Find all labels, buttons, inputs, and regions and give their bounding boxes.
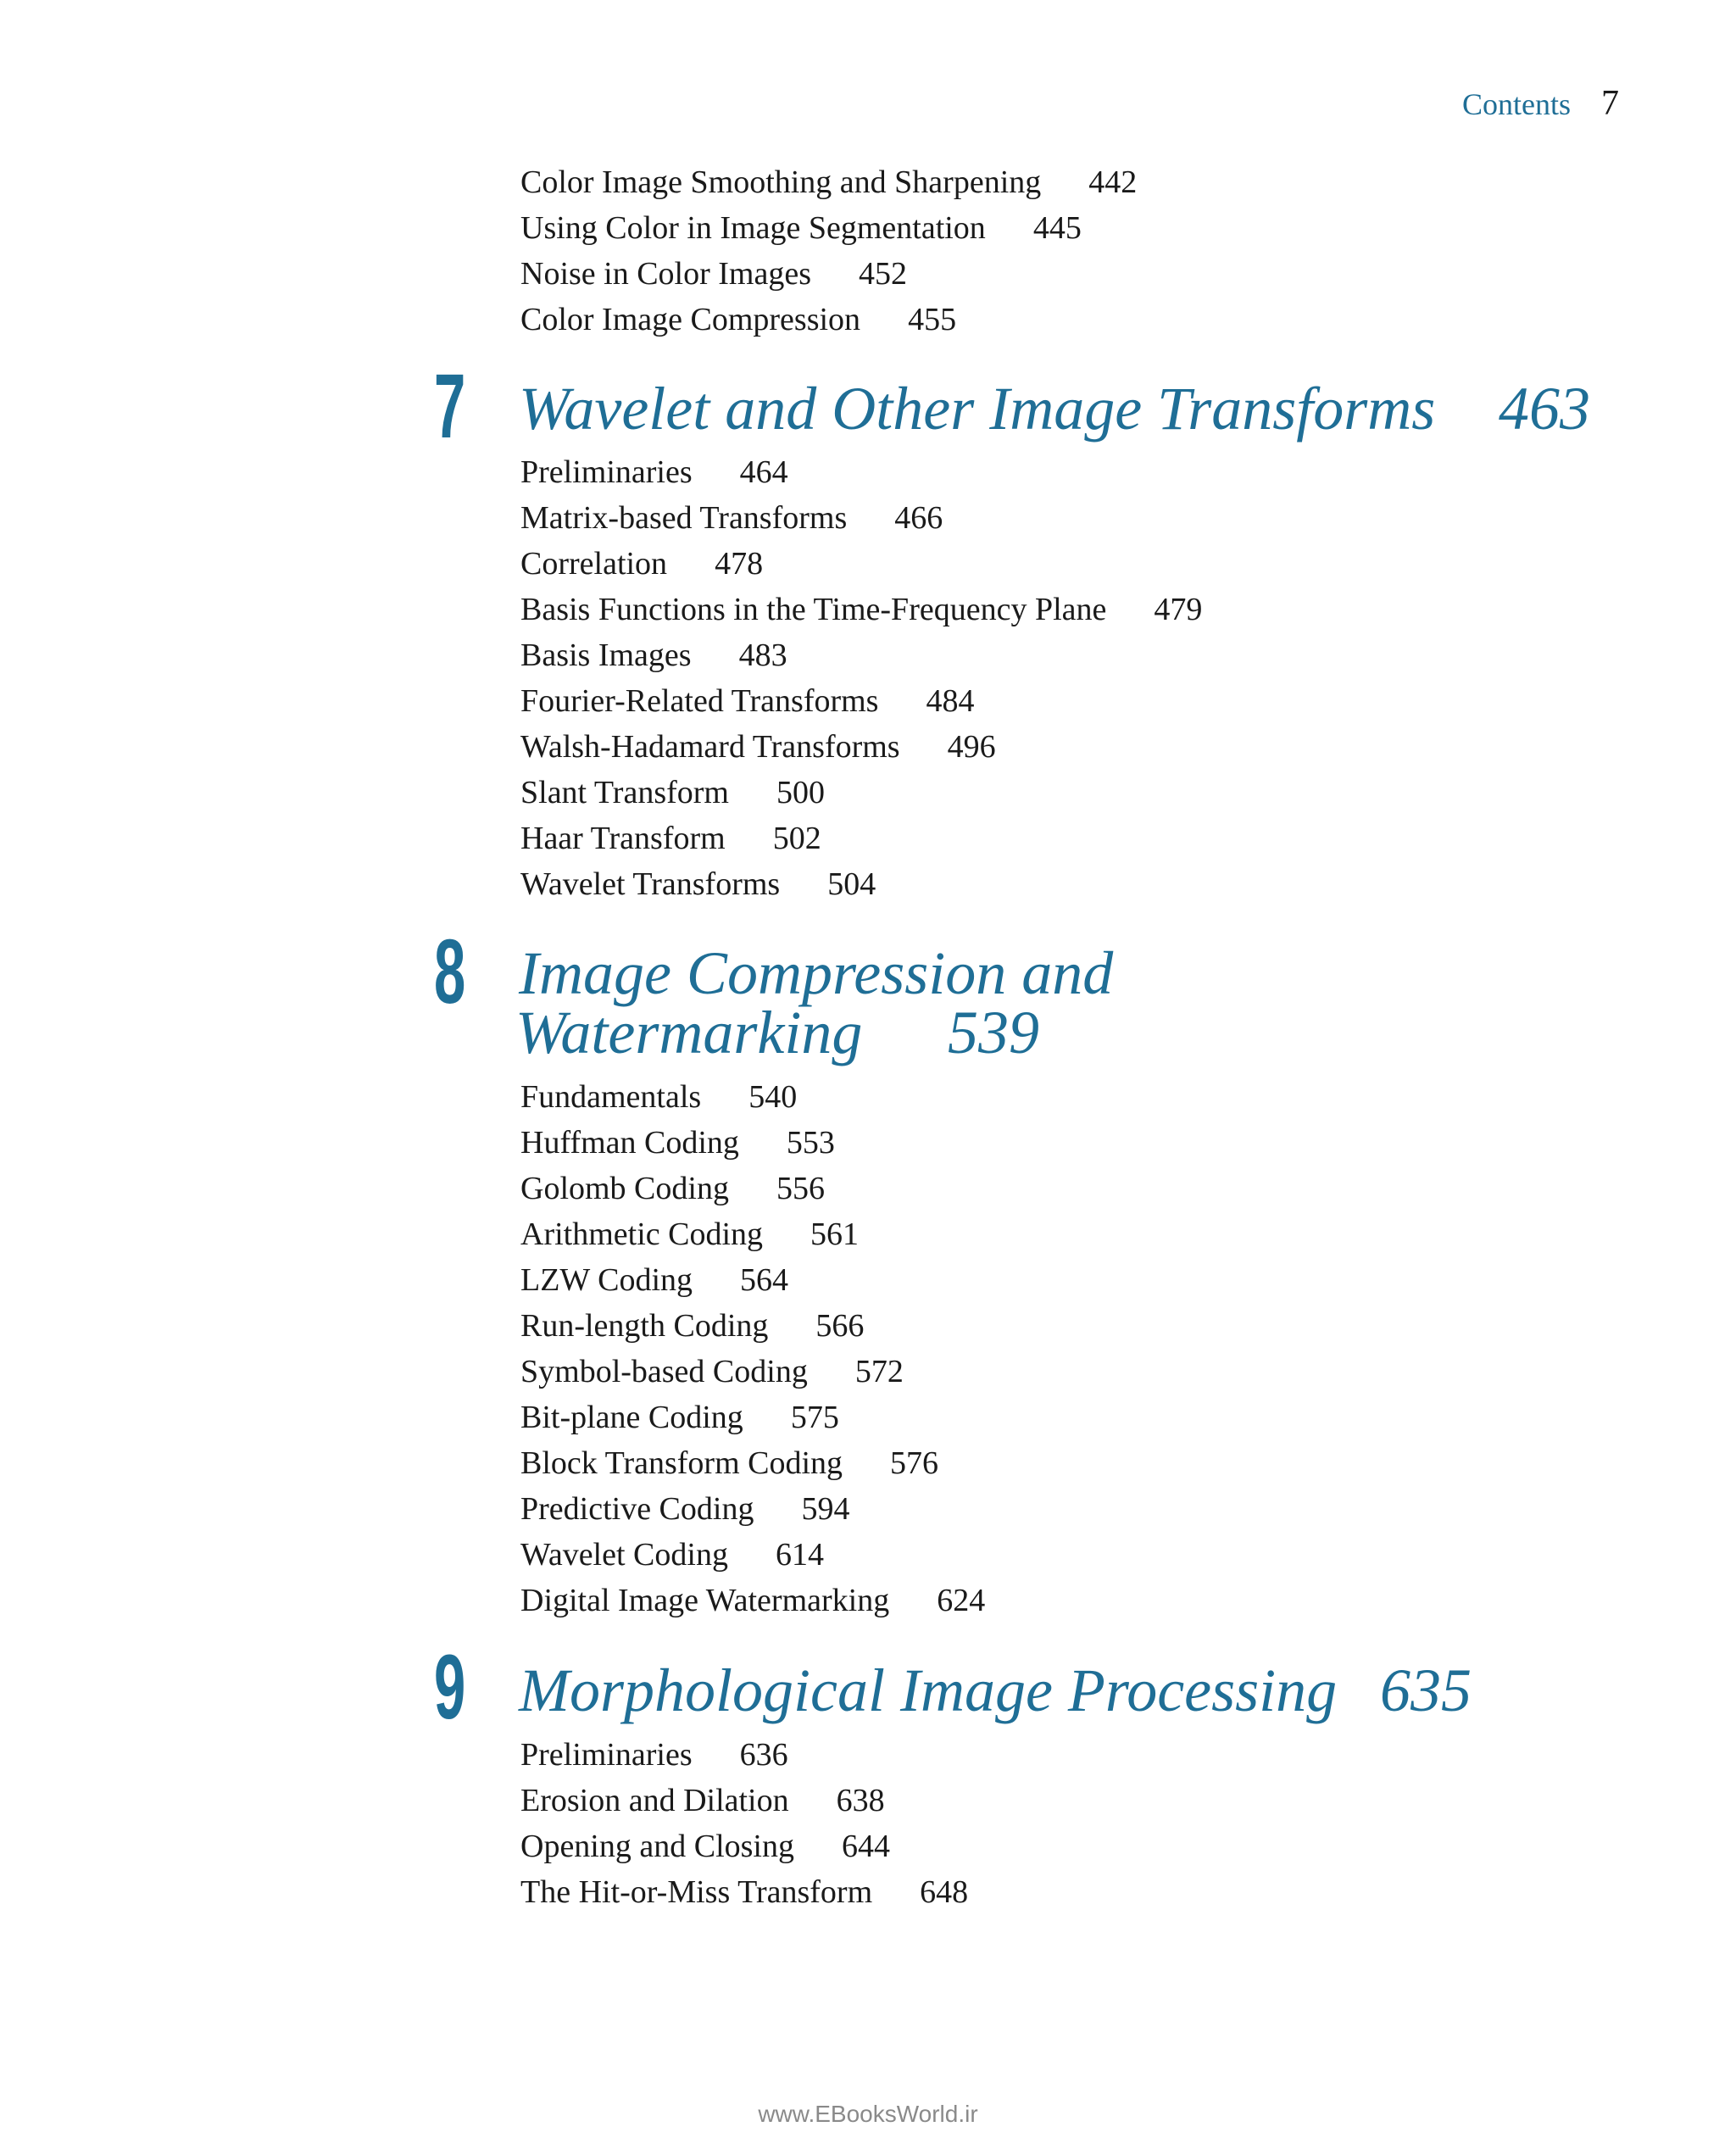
entry-title: Color Image Smoothing and Sharpening	[520, 164, 1042, 200]
toc-entry[interactable]	[520, 1257, 985, 1303]
entry-page: 500	[776, 775, 825, 810]
entry-page: 445	[1032, 210, 1082, 246]
entry-title: Symbol-based Coding	[520, 1354, 808, 1389]
toc-entry[interactable]	[520, 1120, 985, 1166]
toc-entry[interactable]	[520, 1823, 968, 1869]
entry-title: Golomb Coding	[520, 1171, 729, 1206]
entry-title: Arithmetic Coding	[520, 1216, 764, 1252]
entry-title: Basis Functions in the Time-Frequency Plane	[520, 592, 1107, 627]
toc-entry[interactable]	[520, 1349, 985, 1395]
chapter-7-entries	[520, 449, 1202, 907]
entry-title: Preliminaries	[520, 454, 693, 490]
chapter-title-line-2[interactable]: Watermarking	[515, 999, 863, 1066]
toc-entry[interactable]	[520, 1303, 985, 1349]
entry-title: Haar Transform	[520, 821, 726, 856]
entry-page: 556	[776, 1171, 825, 1206]
entry-title: Predictive Coding	[520, 1491, 754, 1527]
toc-entry[interactable]	[520, 159, 1137, 205]
toc-entry[interactable]	[520, 495, 1202, 541]
toc-entry[interactable]	[520, 678, 1202, 724]
entry-title: Opening and Closing	[520, 1829, 794, 1864]
chapter-page: 635	[1380, 1656, 1472, 1724]
page-number: 7	[1601, 84, 1619, 123]
chapter-title-line-1[interactable]: Image Compression and	[519, 939, 1114, 1007]
entry-title: Slant Transform	[520, 775, 729, 810]
entry-page: 636	[739, 1737, 788, 1773]
entry-page: 479	[1154, 592, 1203, 627]
toc-entry[interactable]	[520, 724, 1202, 770]
toc-entry[interactable]	[520, 1074, 985, 1120]
toc-entry[interactable]	[520, 1166, 985, 1211]
top-entries-list	[520, 159, 1137, 342]
entry-page: 502	[772, 821, 821, 856]
entry-page: 644	[841, 1829, 890, 1864]
toc-entry[interactable]	[520, 1532, 985, 1578]
entry-page: 466	[894, 500, 943, 536]
toc-entry[interactable]	[520, 632, 1202, 678]
toc-entry[interactable]	[520, 1778, 968, 1823]
toc-entry[interactable]	[520, 297, 1137, 342]
chapter-title[interactable]: Wavelet and Other Image Transforms	[519, 375, 1436, 443]
toc-entry[interactable]	[520, 1211, 985, 1257]
entry-title: Digital Image Watermarking	[520, 1583, 890, 1618]
toc-entry[interactable]	[520, 251, 1137, 297]
entry-title: Run-length Coding	[520, 1308, 769, 1344]
entry-title: Matrix-based Transforms	[520, 500, 848, 536]
entry-title: Block Transform Coding	[520, 1445, 843, 1481]
entry-page: 566	[815, 1308, 865, 1344]
entry-title: Walsh-Hadamard Transforms	[520, 729, 900, 765]
entry-page: 572	[854, 1354, 904, 1389]
entry-page: 564	[740, 1262, 789, 1298]
toc-entry[interactable]	[520, 205, 1137, 251]
entry-title: Preliminaries	[520, 1737, 693, 1773]
entry-page: 575	[790, 1400, 839, 1435]
entry-title: Using Color in Image Segmentation	[520, 210, 986, 246]
chapter-8-entries	[520, 1074, 985, 1623]
toc-entry[interactable]	[520, 1869, 968, 1915]
entry-page: 478	[715, 546, 764, 582]
toc-entry[interactable]	[520, 1440, 985, 1486]
chapter-page: 463	[1499, 375, 1590, 443]
entry-title: LZW Coding	[520, 1262, 693, 1298]
toc-entry[interactable]	[520, 816, 1202, 861]
toc-entry[interactable]	[520, 770, 1202, 816]
entry-page: 496	[947, 729, 996, 765]
entry-title: Wavelet Coding	[520, 1537, 728, 1573]
entry-page: 648	[920, 1874, 969, 1910]
entry-page: 624	[937, 1583, 986, 1618]
entry-title: Bit-plane Coding	[520, 1400, 743, 1435]
toc-entry[interactable]	[520, 1395, 985, 1440]
entry-title: Huffman Coding	[520, 1125, 739, 1161]
toc-entry[interactable]	[520, 541, 1202, 587]
running-header	[1462, 83, 1619, 124]
entry-page: 455	[908, 302, 957, 337]
toc-entry[interactable]	[520, 587, 1202, 632]
entry-title: Correlation	[520, 546, 668, 582]
chapter-9-entries	[520, 1732, 968, 1915]
toc-entry[interactable]	[520, 1732, 968, 1778]
entry-title: Color Image Compression	[520, 302, 861, 337]
entry-page: 614	[775, 1537, 824, 1573]
chapter-number: 7	[434, 354, 466, 457]
entry-page: 553	[786, 1125, 835, 1161]
chapter-number: 8	[434, 920, 466, 1022]
toc-entry[interactable]	[520, 1486, 985, 1532]
entry-title: Basis Images	[520, 637, 692, 673]
entry-page: 540	[748, 1079, 798, 1115]
entry-title: Fourier-Related Transforms	[520, 683, 879, 719]
entry-page: 561	[810, 1216, 860, 1252]
entry-page: 442	[1088, 164, 1138, 200]
toc-entry[interactable]	[520, 1578, 985, 1623]
entry-page: 483	[738, 637, 787, 673]
entry-page: 464	[739, 454, 788, 490]
entry-title: The Hit-or-Miss Transform	[520, 1874, 873, 1910]
toc-entry[interactable]	[520, 449, 1202, 495]
entry-page: 594	[801, 1491, 850, 1527]
toc-entry[interactable]	[520, 861, 1202, 907]
entry-title: Fundamentals	[520, 1079, 702, 1115]
header-label: Contents	[1461, 87, 1571, 121]
entry-page: 576	[890, 1445, 939, 1481]
entry-page: 484	[926, 683, 975, 719]
entry-page: 452	[859, 256, 908, 292]
chapter-page: 539	[948, 999, 1039, 1066]
entry-page: 504	[827, 866, 876, 902]
entry-title: Wavelet Transforms	[520, 866, 781, 902]
entry-page: 638	[836, 1783, 885, 1818]
entry-title: Noise in Color Images	[520, 256, 812, 292]
chapter-title[interactable]: Morphological Image Processing	[519, 1656, 1338, 1724]
entry-title: Erosion and Dilation	[520, 1783, 789, 1818]
footer-url: www.EBooksWorld.ir	[758, 2101, 978, 2127]
chapter-number: 9	[434, 1635, 466, 1738]
